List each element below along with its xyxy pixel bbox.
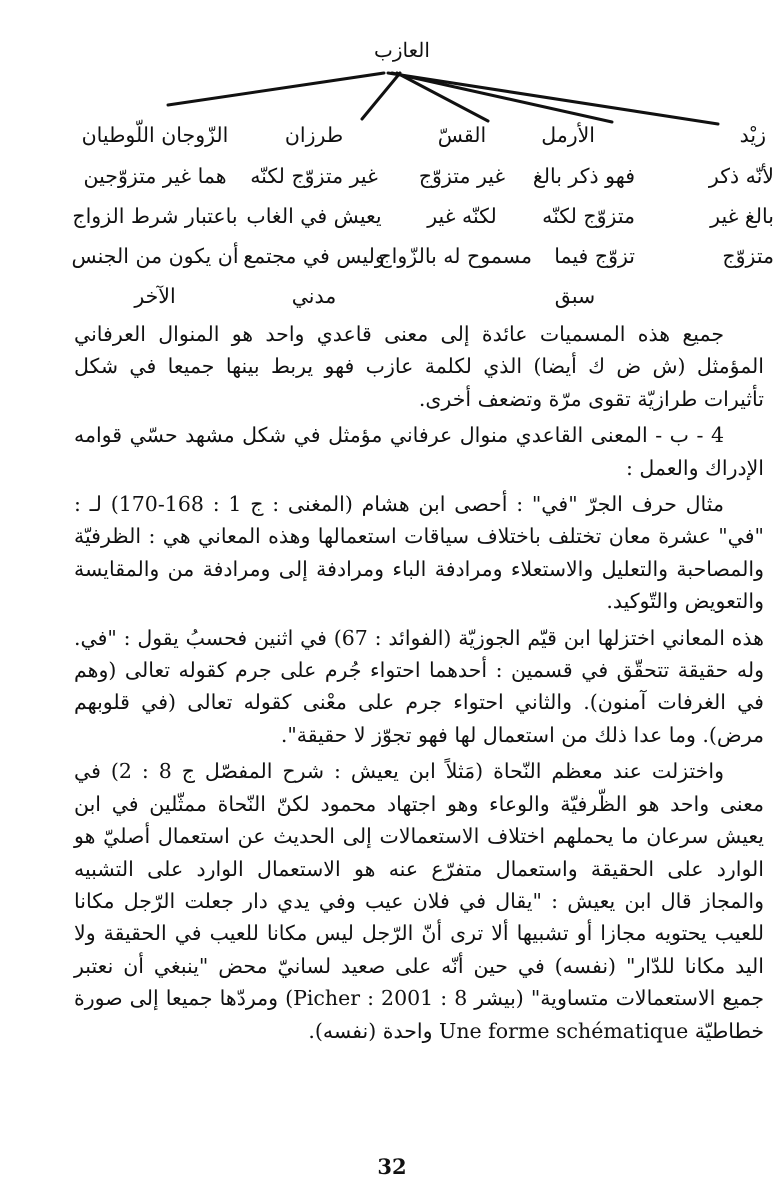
tree-column-line: لأنّه ذكر	[708, 164, 774, 188]
page-number: 32	[377, 1154, 407, 1179]
tree-column-line: مدني	[291, 284, 337, 308]
tree-column-zayd	[632, 118, 774, 276]
tree-column-line: وليس في مجتمع	[243, 244, 385, 268]
tree-column-couple	[70, 118, 240, 316]
tree-column-line: أن يكون من الجنس	[71, 244, 239, 268]
tree-column-line: لكنّه غير	[427, 204, 497, 228]
tree-column-line: يعيش في الغاب	[246, 204, 382, 228]
paragraph: هذه المعاني اختزلها ابن قيّم الجوزيّة (الفوائد : 67) في اثنين فحسبُ يقول : "في. وله حقيقة تتحقّق في قسمين : أحدهما احتواء جُرم على جرم كقوله تعالى (وهم في الغرفات آمنون). والثاني احتواء جرم على معْنى كقوله تعالى (في قلوبهم مرض). وما عدا ذلك من استعمال لها فهو تجوّز لا حقيقة".	[74, 625, 764, 747]
tree-column-tarzan	[234, 118, 394, 316]
branch-line-5	[168, 73, 384, 105]
paragraph: واختزلت عند معظم النّحاة (مَثلاً ابن يعيش : شرح المفصّل ج 8 : 2) في معنى واحد هو الظّرفيّة والوعاء وهو اجتهاد محمود لكنّ النّحاة ممثّلين في ابن يعيش سرعان ما يحملهم اختلاف الاستعمالات إلى الحديث عن استعمال أصليّ هو الوارد على الحقيقة واستعمال متفرّع عنه هو الاستعمال الوارد على التشبيه والمجاز قال ابن يعيش : "يقال في فلان عيب وفي يدي دار جعلت الرّجل مكانا للعيب يحتويه مجازا أو تشبيها ألا ترى أنّ الرّجل ليس مكانا للعيب في الحقيقة ولا اليد مكانا للدّار" (نفسه) في حين أنّه على صعيد لسانيّ محض "ينبغي أن نعتبر جميع الاستعمالات متساوية" (بيشر Picher : 2001 : 8) ومردّها جميعا إلى صورة خطاطيّة Une forme schématique واحدة (نفسه).	[74, 759, 765, 1043]
branch-line-4	[362, 73, 400, 119]
tree-column-line: مسموح له بالزّواج	[378, 244, 532, 268]
tree-column-head: الأرمل	[541, 123, 595, 147]
branch-line-1	[388, 73, 718, 124]
tree-column-head: طرزان	[284, 123, 344, 147]
tree-column-line: غير متزوّج	[418, 164, 506, 188]
tree-column-line: بالغ غير	[710, 204, 774, 228]
tree-column-line: هما غير متزوّجين	[83, 164, 227, 188]
tree-column-head: القسّ	[437, 123, 487, 147]
paragraph: مثال حرف الجرّ "في" : أحصى ابن هشام (المغنى : ج 1 : 168-170) لـ : "في" عشرة معان تختلف باختلاف سياقات استعمالها وهذه المعاني هي : الظرفيّة والمصاحبة والتعليل والاستعلاء ومرادفة الباء ومرادفة إلى ومرادفة من والمقايسة والتعويض والتّوكيد.	[74, 492, 764, 614]
tree-column-line: تزوّج فيما	[554, 244, 635, 268]
tree-root-label: العازب	[374, 38, 430, 62]
tree-column-line: الآخر	[134, 284, 176, 308]
tree-column-line: سبق	[554, 284, 596, 308]
paragraph: جميع هذه المسميات عائدة إلى معنى قاعدي واحد هو المنوال العرفاني المؤمثل (ش ض ك أيضا) الذي لكلمة عازب فهو يربط بينها جميعا في شكل تأثيرات طرازيّة تقوى مرّة وتضعف أخرى.	[74, 322, 764, 411]
tree-column-line: فهو ذكر بالغ	[532, 164, 635, 188]
tree-column-line: باعتبار شرط الزواج	[72, 204, 238, 228]
body-text	[74, 318, 764, 1047]
tree-column-head: زيْد	[739, 123, 766, 147]
tree-column-head: الزّوجان اللّوطيان	[81, 123, 229, 147]
section-heading-paragraph: 4 - ب - المعنى القاعدي منوال عرفاني مؤمثل في شكل مشهد حسّي قوامه الإدراك والعمل :	[74, 423, 764, 480]
tree-column-line: متزوّج لكنّه	[542, 204, 635, 228]
tree-column-priest	[378, 118, 532, 276]
branch-line-2	[392, 73, 612, 122]
tree-column-line: غير متزوّج لكنّه	[250, 164, 378, 188]
tree-column-line: متزوّج	[722, 244, 774, 268]
